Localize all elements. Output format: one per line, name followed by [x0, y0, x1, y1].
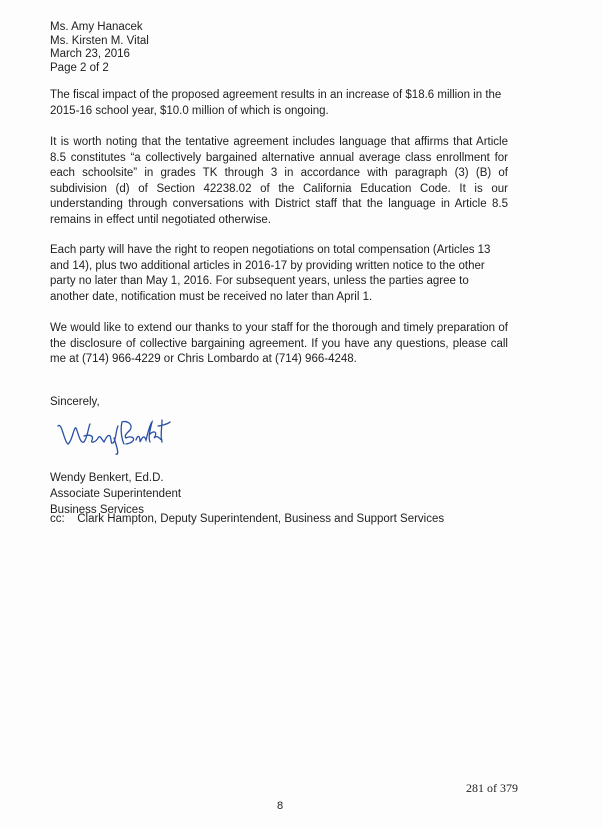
letter-header	[50, 21, 149, 75]
recipient-2: Ms. Kirsten M. Vital	[50, 34, 149, 47]
document-page-count: 281 of 379	[466, 781, 518, 795]
salutation: Sincerely,	[50, 396, 100, 408]
cc-line	[50, 513, 444, 525]
paragraph-reopen-negotiations: Each party will have the right to reopen negotiations on total compensation (Articles 13 and 14), plus two additional articles in 2016-17 by providing written notice to the other party no later than May 1, 2016. For subsequent years, unless the parties agree to another date, notification must be received no later than April 1.	[50, 244, 491, 303]
signer-name: Wendy Benkert, Ed.D.	[50, 472, 164, 484]
signer-department: Business Services	[50, 504, 144, 516]
page-number: 8	[277, 800, 284, 812]
paragraph-article-8-5: It is worth noting that the tentative agreement includes language that affirms that Article 8.5 constitutes “a collectively bargained alternative annual average class enrollment for each schoolsite” in grades TK through 3 in accordance with paragraph (3) (B) of subdivision (d) of Section 42238.02 of the California Education Code. It is our understanding through conversations with District staff that the language in Article 8.5 remains in effect until negotiated otherwise.	[50, 136, 508, 226]
recipient-1: Ms. Amy Hanacek	[50, 21, 143, 33]
signature-block	[50, 470, 181, 518]
letter-date: March 23, 2016	[50, 48, 130, 60]
paragraph-thanks: We would like to extend our thanks to your staff for the thorough and timely preparation of the disclosure of collective bargaining agreement. If you have any questions, please call me at (714) 966-4229 or Chris Lombardo at (714) 966-4248.	[50, 322, 508, 365]
cc-recipient: Clark Hampton, Deputy Superintendent, Business and Support Services	[77, 513, 445, 525]
page-indicator: Page 2 of 2	[50, 61, 109, 74]
cc-label: cc:	[50, 513, 65, 525]
signer-title: Associate Superintendent	[50, 488, 182, 500]
handwritten-signature	[54, 412, 174, 463]
paragraph-fiscal-impact: The fiscal impact of the proposed agreement results in an increase of $18.6 million in the 2015-16 school year, $10.0 million of which is ongoing.	[50, 89, 502, 117]
